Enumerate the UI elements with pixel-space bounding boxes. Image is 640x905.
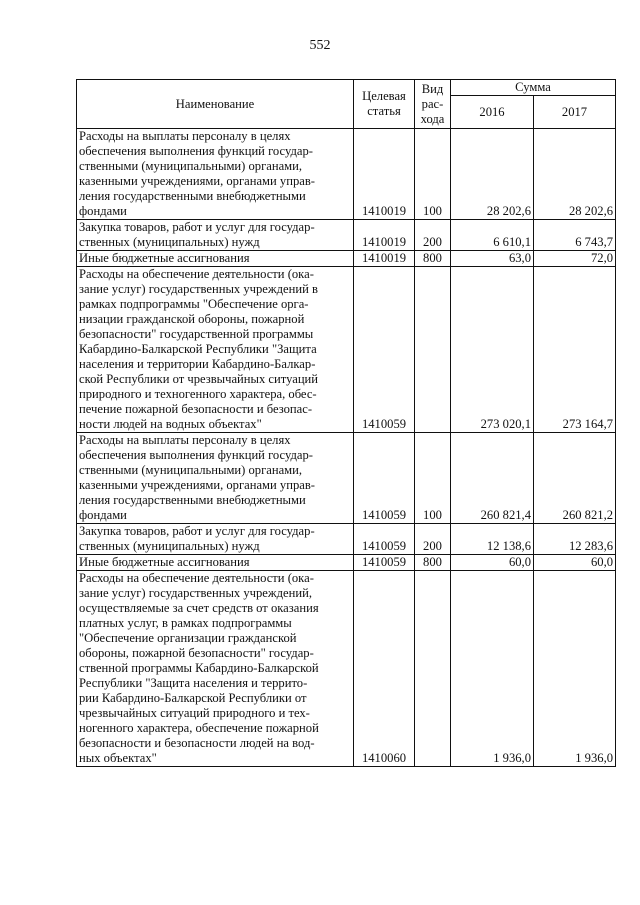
table-header bbox=[77, 80, 616, 129]
row-sum-2016: 12 138,6 bbox=[451, 524, 534, 555]
row-sum-2017: 6 743,7 bbox=[534, 220, 616, 251]
row-sum-2016: 273 020,1 bbox=[451, 267, 534, 433]
row-expense-kind: 800 bbox=[415, 555, 451, 571]
table-row bbox=[77, 129, 616, 220]
row-sum-2017: 1 936,0 bbox=[534, 571, 616, 767]
row-name: Расходы на обеспечение деятельности (ока- зание услуг) государственных учреждений в рамках подпрограммы "Обеспечение орга- низации гражданской обороны, пожарной безопасности" государственной программы Кабардино-Балкарской Республики "Защита населения и территории Кабардино-Балкар- ской Республики от чрезвычайных ситуаций природного и техногенного характера, обес- печение пожарной безопасности и безопас- ности людей на водных объектах" bbox=[77, 267, 354, 433]
row-sum-2017: 12 283,6 bbox=[534, 524, 616, 555]
row-sum-2016: 6 610,1 bbox=[451, 220, 534, 251]
row-expense-kind: 200 bbox=[415, 220, 451, 251]
header-year-2017: 2017 bbox=[534, 96, 616, 129]
row-sum-2016: 60,0 bbox=[451, 555, 534, 571]
table-row bbox=[77, 220, 616, 251]
row-sum-2016: 260 821,4 bbox=[451, 433, 534, 524]
row-expense-kind bbox=[415, 267, 451, 433]
row-sum-2017: 60,0 bbox=[534, 555, 616, 571]
header-year-2016: 2016 bbox=[451, 96, 534, 129]
row-sum-2016: 1 936,0 bbox=[451, 571, 534, 767]
table-row bbox=[77, 524, 616, 555]
row-sum-2017: 273 164,7 bbox=[534, 267, 616, 433]
row-sum-2017: 28 202,6 bbox=[534, 129, 616, 220]
row-target-code: 1410060 bbox=[354, 571, 415, 767]
table-row bbox=[77, 433, 616, 524]
header-name: Наименование bbox=[77, 80, 354, 129]
row-name: Закупка товаров, работ и услуг для государ- ственных (муниципальных) нужд bbox=[77, 220, 354, 251]
row-target-code: 1410019 bbox=[354, 220, 415, 251]
table-row bbox=[77, 267, 616, 433]
row-name: Закупка товаров, работ и услуг для государ- ственных (муниципальных) нужд bbox=[77, 524, 354, 555]
row-sum-2017: 260 821,2 bbox=[534, 433, 616, 524]
row-target-code: 1410059 bbox=[354, 433, 415, 524]
row-target-code: 1410059 bbox=[354, 524, 415, 555]
row-name: Расходы на обеспечение деятельности (ока- зание услуг) государственных учреждений, осуществляемые за счет средств от оказания платных услуг, в рамках подпрограммы "Обеспечение организации гражданской обороны, пожарной безопасности" государ- ственной программы Кабардино-Балкарской Республики "Защита населения и террито- рии Кабардино-Балкарской Республики от чрезвычайных ситуаций природного и тех- ногенного характера, обеспечение пожарной безопасности и безопасности людей на вод- ных объектах" bbox=[77, 571, 354, 767]
row-sum-2016: 28 202,6 bbox=[451, 129, 534, 220]
row-target-code: 1410019 bbox=[354, 129, 415, 220]
row-expense-kind: 200 bbox=[415, 524, 451, 555]
header-sum: Сумма bbox=[451, 80, 616, 96]
row-sum-2017: 72,0 bbox=[534, 251, 616, 267]
row-name: Расходы на выплаты персоналу в целях обеспечения выполнения функций государ- ственными (муниципальными) органами, казенными учреждениями, органами управ- ления государственными внебюджетными фондами bbox=[77, 433, 354, 524]
table-row bbox=[77, 555, 616, 571]
table-body bbox=[77, 129, 616, 767]
table-row bbox=[77, 251, 616, 267]
row-expense-kind: 800 bbox=[415, 251, 451, 267]
page-number: 552 bbox=[309, 38, 331, 53]
row-sum-2016: 63,0 bbox=[451, 251, 534, 267]
row-expense-kind: 100 bbox=[415, 129, 451, 220]
row-name: Расходы на выплаты персоналу в целях обеспечения выполнения функций государ- ственными (муниципальными) органами, казенными учреждениями, органами управ- ления государственными внебюджетными фондами bbox=[77, 129, 354, 220]
row-expense-kind: 100 bbox=[415, 433, 451, 524]
header-target: Целевая статья bbox=[354, 80, 415, 129]
row-name: Иные бюджетные ассигнования bbox=[77, 555, 354, 571]
row-target-code: 1410019 bbox=[354, 251, 415, 267]
table-row bbox=[77, 571, 616, 767]
row-target-code: 1410059 bbox=[354, 555, 415, 571]
budget-table bbox=[76, 79, 616, 767]
header-kind: Вид рас- хода bbox=[415, 80, 451, 129]
row-target-code: 1410059 bbox=[354, 267, 415, 433]
row-expense-kind bbox=[415, 571, 451, 767]
row-name: Иные бюджетные ассигнования bbox=[77, 251, 354, 267]
